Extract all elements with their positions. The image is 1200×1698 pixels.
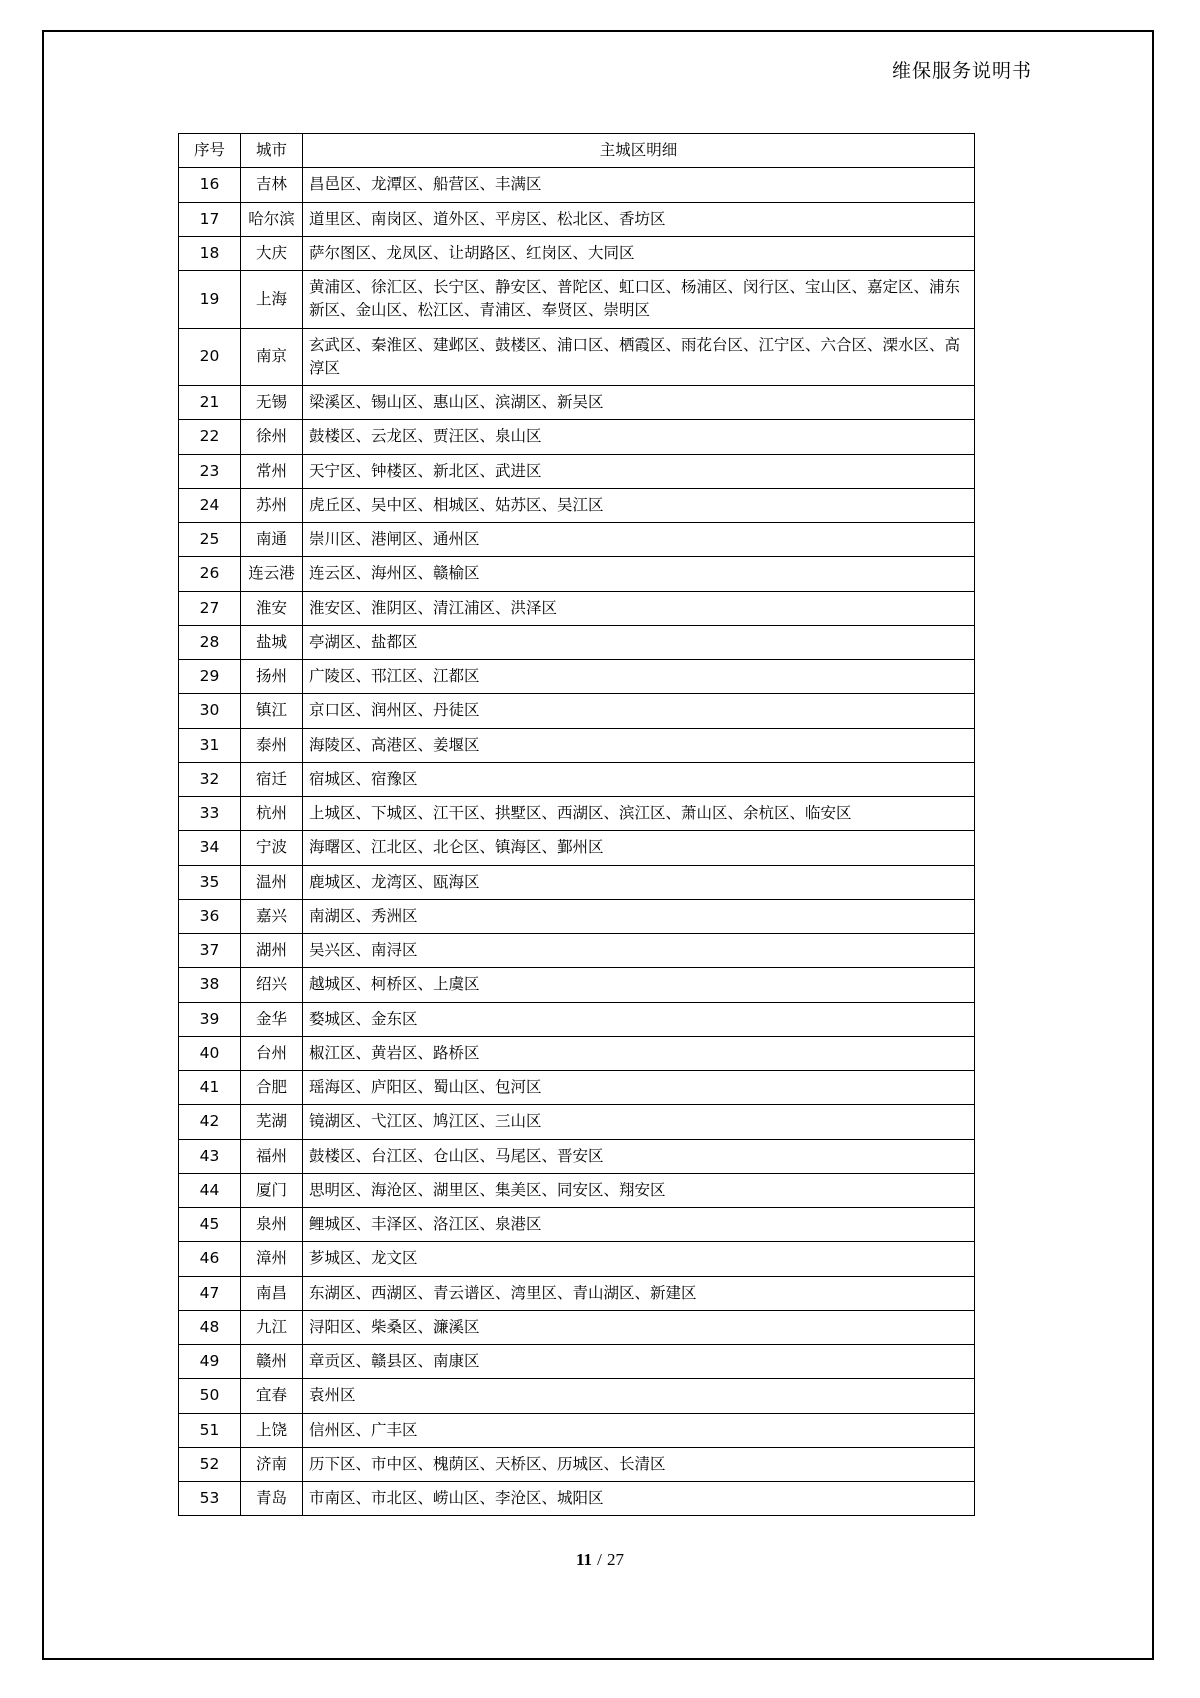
table-row [179,523,975,557]
cell-city: 泰州 [241,728,303,762]
cell-detail: 市南区、市北区、崂山区、李沧区、城阳区 [303,1482,975,1516]
cell-city: 苏州 [241,488,303,522]
cell-detail: 玄武区、秦淮区、建邺区、鼓楼区、浦口区、栖霞区、雨花台区、江宁区、六合区、溧水区、高淳区 [303,328,975,386]
cell-detail: 宿城区、宿豫区 [303,762,975,796]
cell-index: 46 [179,1242,241,1276]
footer-current-page: 11 [576,1550,593,1569]
cell-city: 吉林 [241,168,303,202]
column-header-index: 序号 [179,134,241,168]
table-row [179,1139,975,1173]
cell-index: 37 [179,934,241,968]
table-header-row [179,134,975,168]
cell-detail: 思明区、海沧区、湖里区、集美区、同安区、翔安区 [303,1173,975,1207]
table-row [179,694,975,728]
cell-index: 53 [179,1482,241,1516]
table-row [179,968,975,1002]
cell-index: 30 [179,694,241,728]
cell-detail: 吴兴区、南浔区 [303,934,975,968]
cell-city: 台州 [241,1036,303,1070]
cell-detail: 虎丘区、吴中区、相城区、姑苏区、吴江区 [303,488,975,522]
table-row [179,625,975,659]
cell-city: 宜春 [241,1379,303,1413]
cell-index: 27 [179,591,241,625]
cell-index: 31 [179,728,241,762]
cell-index: 21 [179,386,241,420]
cell-detail: 南湖区、秀洲区 [303,899,975,933]
cell-index: 38 [179,968,241,1002]
cell-index: 50 [179,1379,241,1413]
table-row [179,168,975,202]
cell-index: 23 [179,454,241,488]
cell-detail: 越城区、柯桥区、上虞区 [303,968,975,1002]
cell-index: 33 [179,797,241,831]
cell-city: 常州 [241,454,303,488]
cell-city: 杭州 [241,797,303,831]
header-title: 维保服务说明书 [891,60,1032,82]
table-row [179,1036,975,1070]
cell-index: 19 [179,271,241,329]
cell-city: 宿迁 [241,762,303,796]
cell-city: 济南 [241,1447,303,1481]
cell-index: 44 [179,1173,241,1207]
table-row [179,797,975,831]
cell-detail: 淮安区、淮阴区、清江浦区、洪泽区 [303,591,975,625]
cell-index: 20 [179,328,241,386]
cell-city: 赣州 [241,1345,303,1379]
table-row [179,1482,975,1516]
city-district-table [178,133,975,1516]
cell-index: 34 [179,831,241,865]
table-row [179,1208,975,1242]
cell-detail: 海陵区、高港区、姜堰区 [303,728,975,762]
cell-detail: 椒江区、黄岩区、路桥区 [303,1036,975,1070]
cell-index: 36 [179,899,241,933]
table-row [179,865,975,899]
cell-city: 嘉兴 [241,899,303,933]
cell-detail: 海曙区、江北区、北仑区、镇海区、鄞州区 [303,831,975,865]
cell-city: 扬州 [241,660,303,694]
cell-detail: 上城区、下城区、江干区、拱墅区、西湖区、滨江区、萧山区、余杭区、临安区 [303,797,975,831]
table-row [179,236,975,270]
cell-city: 宁波 [241,831,303,865]
cell-index: 17 [179,202,241,236]
table-row [179,1310,975,1344]
cell-index: 39 [179,1002,241,1036]
table-row [179,328,975,386]
cell-city: 镇江 [241,694,303,728]
table-row [179,420,975,454]
table-row [179,1242,975,1276]
cell-index: 45 [179,1208,241,1242]
cell-detail: 鼓楼区、台江区、仓山区、马尾区、晋安区 [303,1139,975,1173]
column-header-detail: 主城区明细 [303,134,975,168]
footer-total-pages: 27 [606,1550,624,1569]
cell-city: 哈尔滨 [241,202,303,236]
column-header-city: 城市 [241,134,303,168]
table-body [179,168,975,1516]
cell-detail: 道里区、南岗区、道外区、平房区、松北区、香坊区 [303,202,975,236]
cell-index: 16 [179,168,241,202]
cell-index: 47 [179,1276,241,1310]
cell-detail: 亭湖区、盐都区 [303,625,975,659]
cell-detail: 浔阳区、柴桑区、濂溪区 [303,1310,975,1344]
cell-detail: 东湖区、西湖区、青云谱区、湾里区、青山湖区、新建区 [303,1276,975,1310]
cell-index: 49 [179,1345,241,1379]
cell-detail: 鼓楼区、云龙区、贾汪区、泉山区 [303,420,975,454]
cell-detail: 萨尔图区、龙凤区、让胡路区、红岗区、大同区 [303,236,975,270]
cell-detail: 历下区、市中区、槐荫区、天桥区、历城区、长清区 [303,1447,975,1481]
table-row [179,271,975,329]
cell-city: 九江 [241,1310,303,1344]
cell-detail: 梁溪区、锡山区、惠山区、滨湖区、新吴区 [303,386,975,420]
cell-city: 大庆 [241,236,303,270]
table-row [179,1345,975,1379]
cell-detail: 昌邑区、龙潭区、船营区、丰满区 [303,168,975,202]
cell-city: 南通 [241,523,303,557]
cell-index: 25 [179,523,241,557]
cell-detail: 黄浦区、徐汇区、长宁区、静安区、普陀区、虹口区、杨浦区、闵行区、宝山区、嘉定区、浦东新区、金山区、松江区、青浦区、奉贤区、崇明区 [303,271,975,329]
cell-detail: 瑶海区、庐阳区、蜀山区、包河区 [303,1071,975,1105]
cell-city: 合肥 [241,1071,303,1105]
cell-city: 盐城 [241,625,303,659]
page-footer [0,1550,1200,1570]
cell-detail: 京口区、润州区、丹徒区 [303,694,975,728]
cell-city: 无锡 [241,386,303,420]
cell-index: 35 [179,865,241,899]
table-row [179,591,975,625]
cell-city: 南昌 [241,1276,303,1310]
table-row [179,660,975,694]
cell-city: 南京 [241,328,303,386]
cell-city: 温州 [241,865,303,899]
cell-detail: 鹿城区、龙湾区、瓯海区 [303,865,975,899]
table-row [179,831,975,865]
cell-detail: 天宁区、钟楼区、新北区、武进区 [303,454,975,488]
cell-detail: 芗城区、龙文区 [303,1242,975,1276]
table-row [179,557,975,591]
cell-index: 29 [179,660,241,694]
cell-city: 芜湖 [241,1105,303,1139]
cell-detail: 广陵区、邗江区、江都区 [303,660,975,694]
footer-separator: / [597,1550,602,1569]
cell-city: 绍兴 [241,968,303,1002]
cell-city: 上海 [241,271,303,329]
table-row [179,1002,975,1036]
page-header [0,56,1200,83]
cell-city: 厦门 [241,1173,303,1207]
cell-detail: 鲤城区、丰泽区、洛江区、泉港区 [303,1208,975,1242]
cell-city: 连云港 [241,557,303,591]
table-row [179,728,975,762]
cell-detail: 镜湖区、弋江区、鸠江区、三山区 [303,1105,975,1139]
cell-city: 徐州 [241,420,303,454]
table-row [179,1276,975,1310]
cell-index: 26 [179,557,241,591]
cell-detail: 连云区、海州区、赣榆区 [303,557,975,591]
table-row [179,762,975,796]
cell-city: 泉州 [241,1208,303,1242]
cell-detail: 袁州区 [303,1379,975,1413]
table-row [179,934,975,968]
cell-index: 52 [179,1447,241,1481]
table-row [179,1105,975,1139]
cell-index: 28 [179,625,241,659]
table-row [179,386,975,420]
cell-detail: 崇川区、港闸区、通州区 [303,523,975,557]
table-row [179,1447,975,1481]
table-header [179,134,975,168]
cell-index: 18 [179,236,241,270]
cell-detail: 信州区、广丰区 [303,1413,975,1447]
table-row [179,899,975,933]
cell-index: 40 [179,1036,241,1070]
cell-detail: 婺城区、金东区 [303,1002,975,1036]
cell-index: 41 [179,1071,241,1105]
table-row [179,1379,975,1413]
cell-index: 22 [179,420,241,454]
cell-index: 42 [179,1105,241,1139]
cell-index: 48 [179,1310,241,1344]
table-row [179,488,975,522]
cell-index: 43 [179,1139,241,1173]
cell-city: 福州 [241,1139,303,1173]
cell-city: 青岛 [241,1482,303,1516]
cell-city: 上饶 [241,1413,303,1447]
city-district-table-container [178,133,974,1516]
table-row [179,1413,975,1447]
cell-index: 32 [179,762,241,796]
table-row [179,454,975,488]
cell-city: 淮安 [241,591,303,625]
cell-city: 金华 [241,1002,303,1036]
table-row [179,1071,975,1105]
cell-index: 24 [179,488,241,522]
cell-city: 湖州 [241,934,303,968]
table-row [179,202,975,236]
table-row [179,1173,975,1207]
cell-detail: 章贡区、赣县区、南康区 [303,1345,975,1379]
cell-index: 51 [179,1413,241,1447]
cell-city: 漳州 [241,1242,303,1276]
